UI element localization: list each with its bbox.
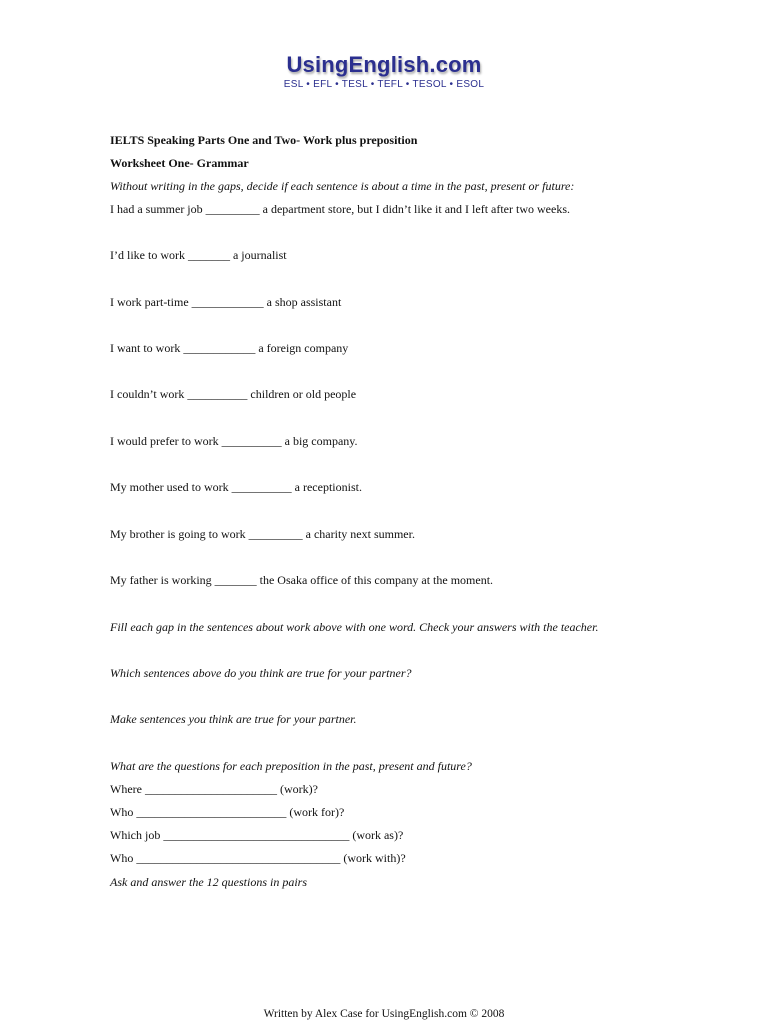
instruction-make: Make sentences you think are true for your partner. [110, 712, 357, 726]
instruction-pairs: Ask and answer the 12 questions in pairs [110, 875, 307, 889]
question-3: Which job _______________________________ (work as)? [110, 828, 404, 842]
sentence-5: I couldn’t work __________ children or old people [110, 387, 357, 401]
instruction-fill: Fill each gap in the sentences about work above with one word. Check your answers with the teacher. [110, 620, 599, 634]
instruction-questions: What are the questions for each preposition in the past, present and future? [110, 759, 472, 773]
sentence-1: I had a summer job _________ a department store, but I didn’t like it and I left after two weeks. [110, 202, 570, 216]
sentence-3: I work part-time ____________ a shop assistant [110, 295, 342, 309]
page-footer: Written by Alex Case for UsingEnglish.com © 2008 [263, 1008, 505, 1020]
site-logo [0, 52, 768, 91]
question-1: Where ______________________ (work)? [110, 782, 318, 796]
question-4: Who __________________________________ (work with)? [110, 851, 406, 865]
sentence-2: I’d like to work _______ a journalist [110, 248, 287, 262]
sentence-4: I want to work ____________ a foreign company [110, 341, 349, 355]
sentence-8: My brother is going to work _________ a charity next summer. [110, 527, 415, 541]
logo-title: UsingEnglish.com [286, 52, 482, 77]
sentence-7: My mother used to work __________ a receptionist. [110, 480, 362, 494]
page-heading: IELTS Speaking Parts One and Two- Work plus preposition [110, 133, 418, 147]
question-2: Who _________________________ (work for)? [110, 805, 345, 819]
sentence-6: I would prefer to work __________ a big company. [110, 434, 358, 448]
instruction-tense: Without writing in the gaps, decide if each sentence is about a time in the past, present or future: [110, 179, 575, 193]
instruction-partner: Which sentences above do you think are true for your partner? [110, 666, 412, 680]
worksheet-title: Worksheet One- Grammar [110, 156, 249, 170]
logo-subtitle: ESL • EFL • TESL • TEFL • TESOL • ESOL [283, 79, 485, 90]
sentence-9: My father is working _______ the Osaka office of this company at the moment. [110, 573, 494, 587]
